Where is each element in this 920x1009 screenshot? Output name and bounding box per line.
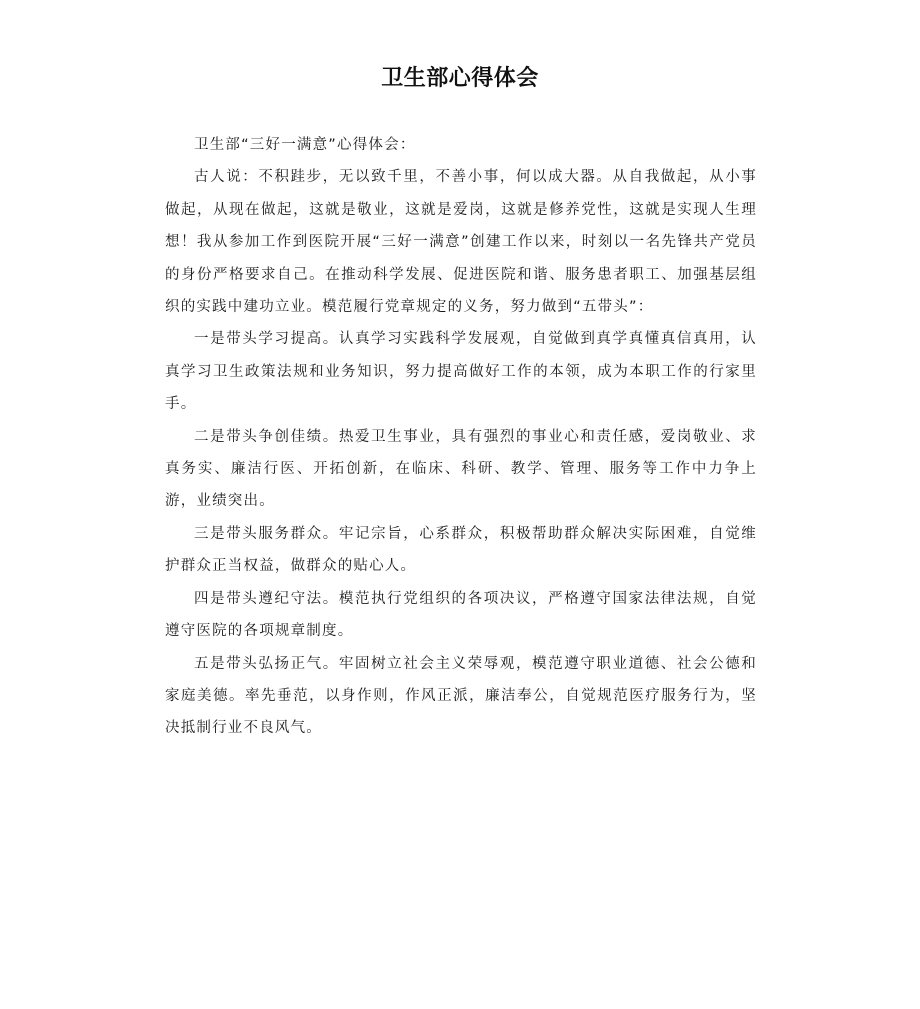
document-body	[165, 129, 757, 745]
paragraph-1: 古人说：不积跬步，无以致千里，不善小事，何以成大器。从自我做起，从小事做起，从现在做起，这就是敬业，这就是爱岗，这就是修养党性，这就是实现人生理想！我从参加工作到医院开展“三好一满意”创建工作以来，时刻以一名先锋共产党员的身份严格要求自己。在推动科学发展、促进医院和谐、服务患者职工、加强基层组织的实践中建功立业。模范履行党章规定的义务，努力做到“五带头”：	[165, 169, 757, 316]
paragraph-3: 二是带头争创佳绩。热爱卫生事业，具有强烈的事业心和责任感，爱岗敬业、求真务实、廉洁行医、开拓创新，在临床、科研、教学、管理、服务等工作中力争上游，业绩突出。	[165, 428, 757, 510]
paragraph-5: 四是带头遵纪守法。模范执行党组织的各项决议，严格遵守国家法律法规，自觉遵守医院的各项规章制度。	[165, 590, 757, 640]
document-title: 卫生部心得体会	[381, 66, 539, 91]
paragraph-6: 五是带头弘扬正气。牢固树立社会主义荣辱观，模范遵守职业道德、社会公德和家庭美德。率先垂范，以身作则，作风正派，廉洁奉公，自觉规范医疗服务行为，坚决抵制行业不良风气。	[165, 655, 757, 737]
paragraph-4: 三是带头服务群众。牢记宗旨，心系群众，积极帮助群众解决实际困难，自觉维护群众正当权益，做群众的贴心人。	[165, 525, 757, 575]
paragraph-intro: 卫生部“三好一满意”心得体会：	[194, 137, 416, 153]
paragraph-2: 一是带头学习提高。认真学习实践科学发展观，自觉做到真学真懂真信真用，认真学习卫生政策法规和业务知识，努力提高做好工作的本领，成为本职工作的行家里手。	[165, 331, 757, 413]
